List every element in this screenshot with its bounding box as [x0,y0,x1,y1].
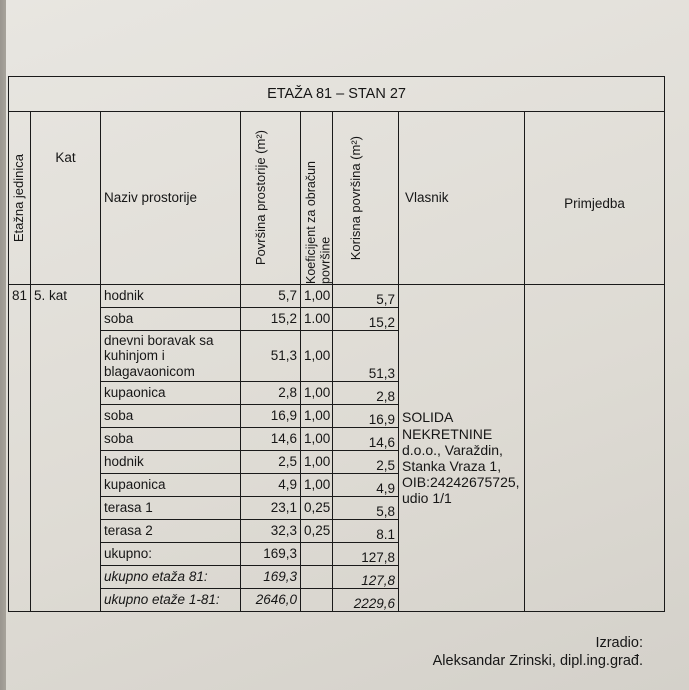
room-usable-area: 8.1 [333,520,399,543]
header-etazna-jedinica: Etažna jedinica [9,112,31,285]
total-label: ukupno etaža 81: [101,566,241,589]
room-usable-area: 5,7 [333,285,399,308]
room-area: 15,2 [241,308,301,331]
total-usable-area: 127,8 [333,543,399,566]
room-usable-area: 16,9 [333,405,399,428]
header-kat: Kat [31,112,101,285]
signature-block [433,634,643,670]
room-area: 14,6 [241,428,301,451]
room-coefficient: 0,25 [301,497,333,520]
room-area: 32,3 [241,520,301,543]
room-area: 4,9 [241,474,301,497]
owner-line: SOLIDA [402,409,454,426]
room-coefficient: 1,00 [301,451,333,474]
room-area: 2,8 [241,382,301,405]
room-name: soba [101,308,241,331]
room-name: terasa 1 [101,497,241,520]
total-coefficient-empty [301,589,333,612]
total-usable-area: 2229,6 [333,589,399,612]
remark-cell [525,285,665,612]
room-coefficient: 1,00 [301,285,333,308]
signature-name: Aleksandar Zrinski, dipl.ing.građ. [432,653,643,670]
room-usable-area: 5,8 [333,497,399,520]
room-coefficient: 1.00 [301,308,333,331]
room-coefficient: 0,25 [301,520,333,543]
room-name: terasa 2 [101,520,241,543]
room-name: soba [101,405,241,428]
room-usable-area: 51,3 [333,331,399,382]
owner-line: Stanka Vraza 1, [402,458,502,474]
owner-line: NEKRETNINE [402,425,493,442]
room-usable-area: 2,5 [333,451,399,474]
header-primjedba: Primjedba [525,112,665,285]
total-label: ukupno: [101,543,241,566]
room-usable-area: 4,9 [333,474,399,497]
total-label: ukupno etaže 1-81: [101,589,241,612]
unit-id: 81 [9,285,31,612]
room-rows [9,285,665,612]
room-coefficient: 1,00 [301,331,333,382]
room-coefficient: 1,00 [301,428,333,451]
room-coefficient: 1,00 [301,405,333,428]
total-area: 2646,0 [241,589,301,612]
total-area: 169,3 [241,566,301,589]
room-area: 5,7 [241,285,301,308]
total-usable-area: 127,8 [333,566,399,589]
total-coefficient-empty [301,543,333,566]
owner-line: d.o.o., Varaždin, [402,441,503,458]
table-title: ETAŽA 81 – STAN 27 [9,77,665,112]
room-name: kupaonica [101,474,241,497]
apartment-area-table [8,76,665,612]
room-name: kupaonica [101,382,241,405]
header-vlasnik: Vlasnik [399,112,525,285]
room-coefficient: 1,00 [301,382,333,405]
table-row [9,285,665,308]
room-usable-area: 2,8 [333,382,399,405]
room-usable-area: 14,6 [333,428,399,451]
room-name: hodnik [101,285,241,308]
room-area: 51,3 [241,331,301,382]
room-coefficient: 1,00 [301,474,333,497]
owner-line: udio 1/1 [402,490,452,507]
signature-label: Izradio: [595,635,643,651]
header-naziv-prostorije: Naziv prostorije [101,112,241,285]
header-korisna-povrsina: Korisna površina (m²) [333,112,399,285]
header-koeficijent: Koeficijent za obračun površine [301,112,333,285]
room-area: 23,1 [241,497,301,520]
room-usable-area: 15,2 [333,308,399,331]
owner-cell [399,285,525,612]
room-name: soba [101,428,241,451]
room-area: 16,9 [241,405,301,428]
total-area: 169,3 [241,543,301,566]
room-area: 2,5 [241,451,301,474]
room-name: hodnik [101,451,241,474]
header-povrsina: Površina prostorije (m²) [241,112,301,285]
owner-line: OIB:24242675725, [402,474,520,491]
total-coefficient-empty [301,566,333,589]
room-name: dnevni boravak sa kuhinjom i blagavaonicom [101,331,241,382]
unit-kat: 5. kat [31,285,101,612]
